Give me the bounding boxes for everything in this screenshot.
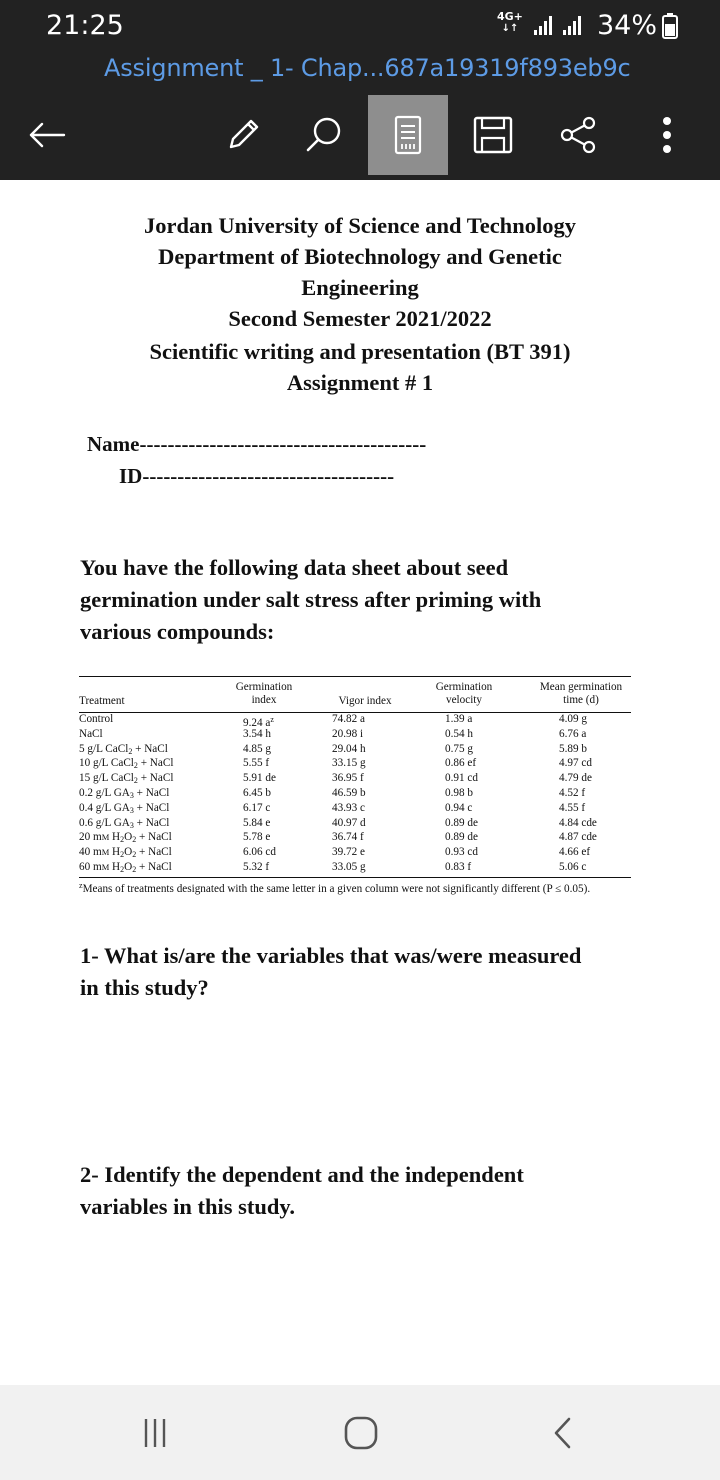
- cell-germination-index: 6.45 b: [243, 787, 271, 799]
- cell-mean-germination-time: 5.89 b: [559, 742, 587, 755]
- cell-treatment: NaCl: [79, 727, 103, 740]
- cell-germination-index: 4.85 g: [243, 742, 271, 755]
- signal-strength-2-icon: [563, 14, 587, 36]
- table-row: [79, 773, 631, 785]
- cell-treatment: 40 mM $H_2O_2$ + NaCl: [79, 846, 172, 860]
- signal-strength-icon: [534, 14, 558, 36]
- header-germination-index: Germination index: [235, 681, 293, 706]
- title-bar: [0, 50, 720, 90]
- battery-percent: 34%: [597, 10, 658, 41]
- table-row: [79, 818, 631, 830]
- intro-text: You have the following data sheet about seed germination under salt stress after priming with various compounds:: [80, 555, 542, 644]
- cell-treatment: 0.4 g/L $GA_3$ + NaCl: [79, 801, 170, 815]
- recent-apps-icon: [140, 1417, 170, 1449]
- cell-treatment: Control: [79, 713, 114, 725]
- status-time: 21:25: [46, 10, 124, 41]
- status-bar: [0, 0, 720, 50]
- reading-mode-icon: [393, 114, 423, 156]
- cell-treatment: 0.2 g/L $GA_3$ + NaCl: [79, 787, 170, 800]
- cell-germination-velocity: 0.86 ef: [445, 757, 477, 770]
- search-icon: [303, 114, 345, 156]
- cell-mean-germination-time: 4.09 g: [559, 713, 587, 725]
- header-university: Jordan University of Science and Technology: [144, 213, 576, 238]
- header-course: Scientific writing and presentation (BT 391): [149, 339, 571, 364]
- cell-mean-germination-time: 4.87 cde: [559, 831, 597, 844]
- table-row: [79, 832, 631, 844]
- cell-mean-germination-time: 6.76 a: [559, 727, 587, 740]
- document-title[interactable]: Assignment _ 1- Chap...687a19319f893eb9c: [104, 54, 631, 82]
- share-icon: [558, 115, 598, 155]
- table-row: [79, 744, 631, 756]
- back-button[interactable]: [7, 95, 87, 175]
- header-treatment: Treatment: [79, 695, 125, 707]
- document-page: [0, 180, 720, 1385]
- edit-button[interactable]: [203, 95, 283, 175]
- header-vigor-index: Vigor index: [338, 695, 392, 707]
- header-mean-germination-time: Mean germination time (d): [539, 681, 623, 706]
- cell-treatment: 20 mM $H_2O_2$ + NaCl: [79, 831, 172, 845]
- cell-vigor-index: 36.74 f: [332, 831, 364, 844]
- cell-mean-germination-time: 4.79 de: [559, 772, 592, 785]
- data-arrows-icon: ↓↑: [501, 23, 519, 34]
- header-department: Department of Biotechnology and Genetic: [158, 244, 562, 269]
- share-button[interactable]: [538, 95, 618, 175]
- table-row: [79, 862, 631, 874]
- cell-vigor-index: 20.98 i: [332, 727, 364, 740]
- cell-mean-germination-time: 4.52 f: [559, 787, 586, 799]
- pencil-icon: [223, 115, 263, 155]
- cell-vigor-index: 33.15 g: [332, 757, 366, 770]
- question-1: 1- What is/are the variables that was/were measured in this study?: [80, 943, 582, 1000]
- cell-vigor-index: 36.95 f: [332, 772, 364, 785]
- table-top-rule: [79, 676, 631, 677]
- cell-germination-index: 5.55 f: [243, 757, 270, 770]
- header-semester: Second Semester 2021/2022: [228, 306, 492, 331]
- cell-vigor-index: 29.04 h: [332, 742, 366, 755]
- home-button[interactable]: [336, 1410, 386, 1455]
- header-assignment: Assignment # 1: [286, 370, 434, 395]
- more-options-button[interactable]: [627, 95, 707, 175]
- cell-vigor-index: 40.97 d: [332, 816, 366, 829]
- cell-mean-germination-time: 4.97 cd: [559, 757, 592, 770]
- home-icon: [343, 1415, 379, 1451]
- document-header: [0, 210, 720, 398]
- table-row: [79, 729, 631, 741]
- reading-mode-button[interactable]: [368, 95, 448, 175]
- nav-back-button[interactable]: [538, 1410, 588, 1455]
- cell-vigor-index: 43.93 c: [332, 801, 365, 814]
- cell-mean-germination-time: 4.84 cde: [559, 816, 597, 829]
- table-row: [79, 803, 631, 815]
- toolbar: [0, 90, 720, 180]
- cell-germination-velocity: 0.93 cd: [445, 846, 478, 859]
- cell-mean-germination-time: 4.66 ef: [559, 846, 591, 859]
- cell-mean-germination-time: 5.06 c: [559, 861, 587, 873]
- cell-germination-index: 6.06 cd: [243, 846, 276, 859]
- cell-germination-velocity: 0.54 h: [445, 727, 473, 740]
- cell-germination-index: 5.91 de: [243, 772, 276, 785]
- cell-germination-index: 3.54 h: [243, 727, 271, 740]
- cell-treatment: 60 mM $H_2O_2$ + NaCl: [79, 861, 172, 874]
- battery-icon: [662, 13, 678, 39]
- cell-germination-index: 5.32 f: [243, 861, 270, 873]
- navigation-bar: [0, 1385, 720, 1480]
- cell-germination-velocity: 0.89 de: [445, 831, 478, 844]
- recent-apps-button[interactable]: [130, 1410, 180, 1455]
- name-field: Name-----------------------------------------: [87, 432, 427, 456]
- cell-treatment: 15 g/L CaCl$_2$ + NaCl: [79, 772, 174, 786]
- back-icon: [551, 1416, 575, 1450]
- cell-vigor-index: 39.72 e: [332, 846, 365, 859]
- cell-germination-velocity: 0.94 c: [445, 801, 473, 814]
- table-bottom-rule: [79, 877, 631, 878]
- cell-germination-index: 5.84 e: [243, 816, 271, 829]
- more-options-icon: [661, 115, 673, 155]
- table-row: [79, 788, 631, 800]
- cell-vigor-index: 74.82 a: [332, 713, 365, 725]
- header-department-cont: Engineering: [301, 275, 419, 300]
- cell-treatment: 5 g/L CaCl$_2$ + NaCl: [79, 742, 168, 756]
- cell-treatment: 10 g/L CaCl$_2$ + NaCl: [79, 757, 174, 771]
- table-row: [79, 758, 631, 770]
- table-row: [79, 713, 631, 729]
- question-2: 2- Identify the dependent and the independent variables in this study.: [80, 1162, 524, 1219]
- network-type: 4G+ ↓↑: [497, 10, 523, 34]
- cell-germination-velocity: 0.89 de: [445, 816, 478, 829]
- cell-vigor-index: 46.59 b: [332, 787, 366, 799]
- cell-treatment: 0.6 g/L $GA_3$ + NaCl: [79, 816, 170, 830]
- save-button[interactable]: [453, 95, 533, 175]
- cell-germination-velocity: 1.39 a: [445, 713, 473, 725]
- cell-germination-velocity: 0.91 cd: [445, 772, 478, 785]
- cell-germination-index: 6.17 c: [243, 801, 271, 814]
- back-arrow-icon: [27, 120, 67, 150]
- cell-germination-velocity: 0.75 g: [445, 742, 473, 755]
- table-row: [79, 847, 631, 859]
- cell-vigor-index: 33.05 g: [332, 861, 366, 873]
- cell-germination-velocity: 0.83 f: [445, 861, 472, 873]
- header-germination-velocity: Germination velocity: [435, 681, 493, 706]
- save-icon: [473, 116, 513, 154]
- cell-mean-germination-time: 4.55 f: [559, 801, 586, 814]
- search-button[interactable]: [284, 95, 364, 175]
- cell-germination-velocity: 0.98 b: [445, 787, 473, 799]
- table-footnote: $^z$Means of treatments designated with the same letter in a given column were not significantly different (P ≤ 0.05).: [79, 881, 591, 895]
- cell-germination-index: 5.78 e: [243, 831, 271, 844]
- id-field: ID------------------------------------: [119, 464, 395, 488]
- cell-germination-index: 9.24 $a^z$: [243, 715, 274, 729]
